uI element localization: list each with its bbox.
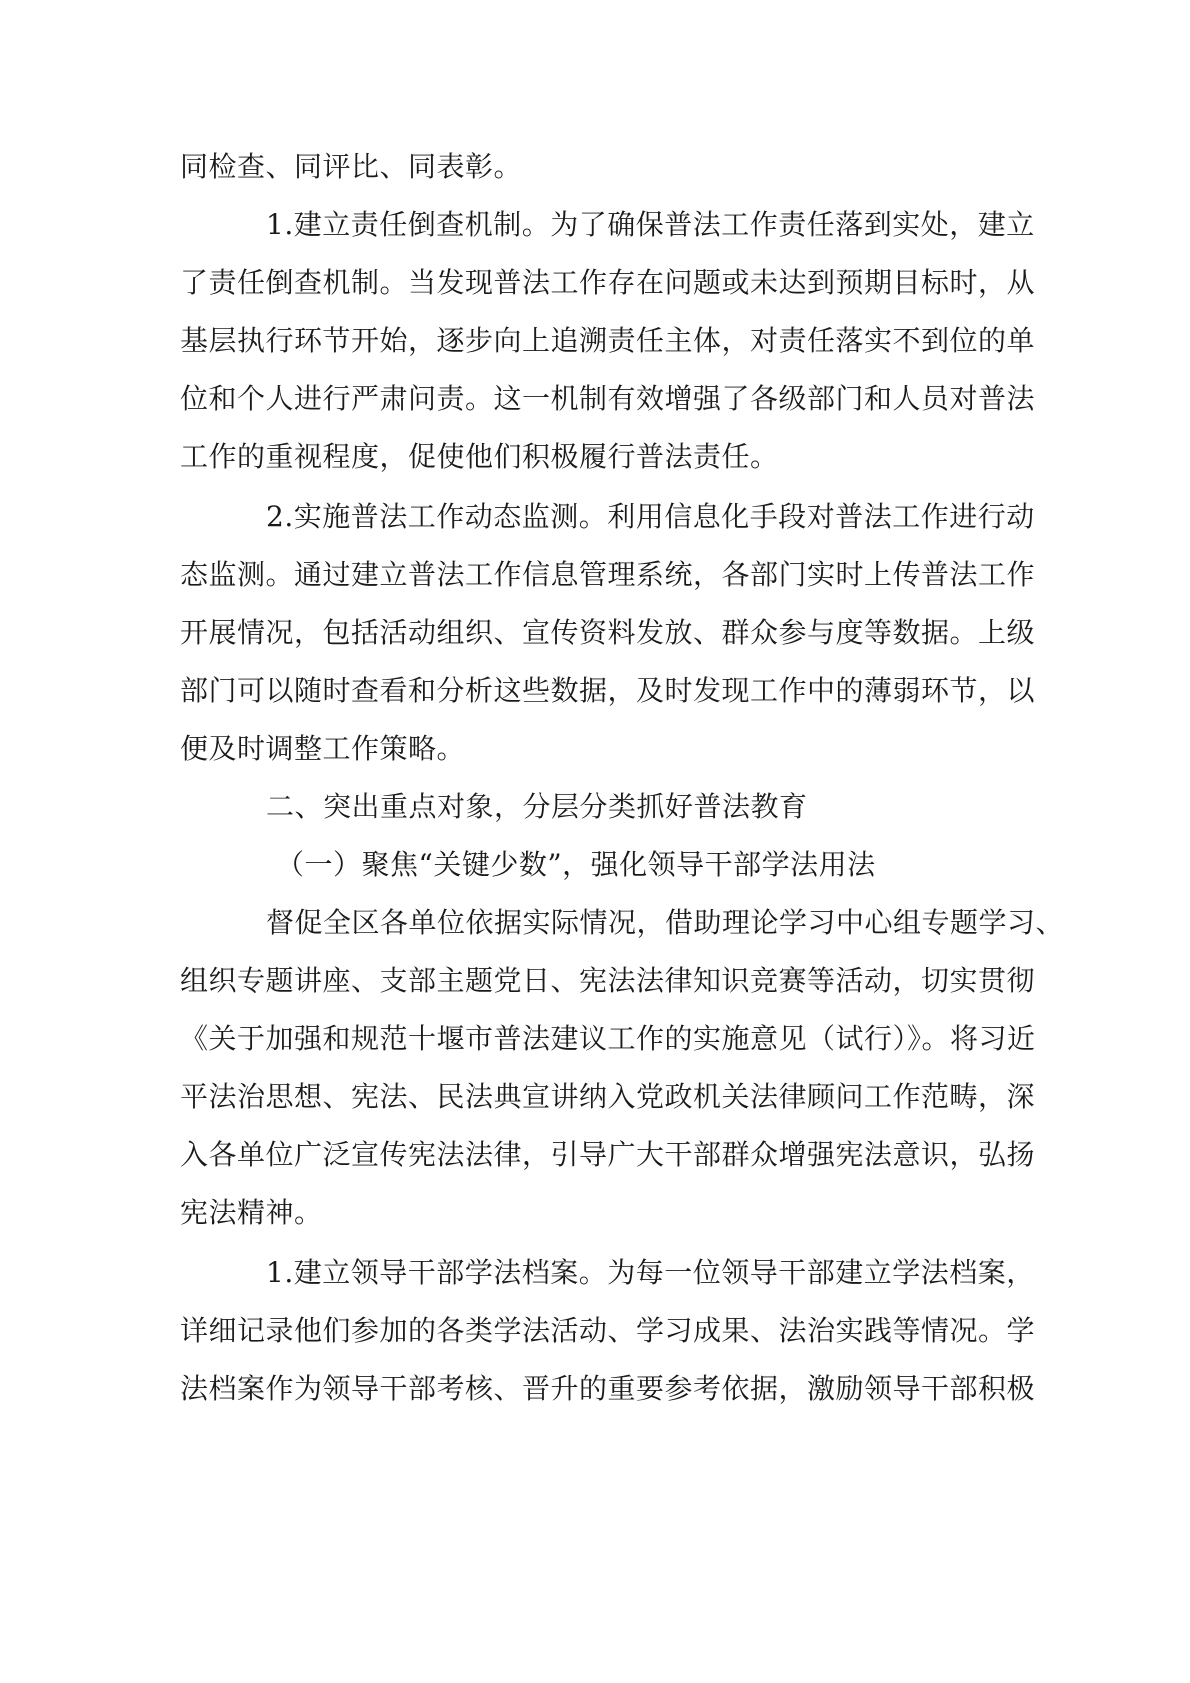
paragraph-line: 《关于加强和规范十堰市普法建议工作的实施意见（试行）》。将习近	[180, 1022, 1036, 1055]
paragraph-line: 1.建立责任倒查机制。为了确保普法工作责任落到实处，建立	[266, 208, 1035, 241]
paragraph-line: 基层执行环节开始，逐步向上追溯责任主体，对责任落实不到位的单	[180, 324, 1036, 357]
paragraph-line: 同检查、同评比、同表彰。	[180, 150, 523, 183]
paragraph-line: 态监测。通过建立普法工作信息管理系统，各部门实时上传普法工作	[180, 558, 1036, 591]
paragraph-line: 工作的重视程度，促使他们积极履行普法责任。	[180, 440, 779, 473]
paragraph-line: 平法治思想、宪法、民法典宣讲纳入党政机关法律顾问工作范畴，深	[180, 1080, 1036, 1113]
section-heading: 二、突出重点对象，分层分类抓好普法教育	[266, 790, 808, 823]
paragraph-line: 1.建立领导干部学法档案。为每一位领导干部建立学法档案，	[266, 1256, 1035, 1289]
paragraph-line: 详细记录他们参加的各类学法活动、学习成果、法治实践等情况。学	[180, 1314, 1036, 1347]
paragraph-line: 位和个人进行严肃问责。这一机制有效增强了各级部门和人员对普法	[180, 382, 1036, 415]
paragraph-line: 了责任倒查机制。当发现普法工作存在问题或未达到预期目标时，从	[180, 266, 1036, 299]
paragraph-line: 便及时调整工作策略。	[180, 732, 466, 765]
paragraph-line: 2.实施普法工作动态监测。利用信息化手段对普法工作进行动	[266, 500, 1035, 533]
paragraph-line: 组织专题讲座、支部主题党日、宪法法律知识竞赛等活动，切实贯彻	[180, 964, 1036, 997]
paragraph-line: 法档案作为领导干部考核、晋升的重要参考依据，激励领导干部积极	[180, 1372, 1036, 1405]
subsection-heading: （一）聚焦“关键少数”，强化领导干部学法用法	[276, 848, 876, 881]
paragraph-line: 宪法精神。	[180, 1196, 323, 1229]
paragraph-line: 部门可以随时查看和分析这些数据，及时发现工作中的薄弱环节，以	[180, 674, 1036, 707]
paragraph-line: 督促全区各单位依据实际情况，借助理论学习中心组专题学习、	[266, 906, 1065, 939]
paragraph-line: 入各单位广泛宣传宪法法律，引导广大干部群众增强宪法意识，弘扬	[180, 1138, 1036, 1171]
paragraph-line: 开展情况，包括活动组织、宣传资料发放、群众参与度等数据。上级	[180, 616, 1036, 649]
